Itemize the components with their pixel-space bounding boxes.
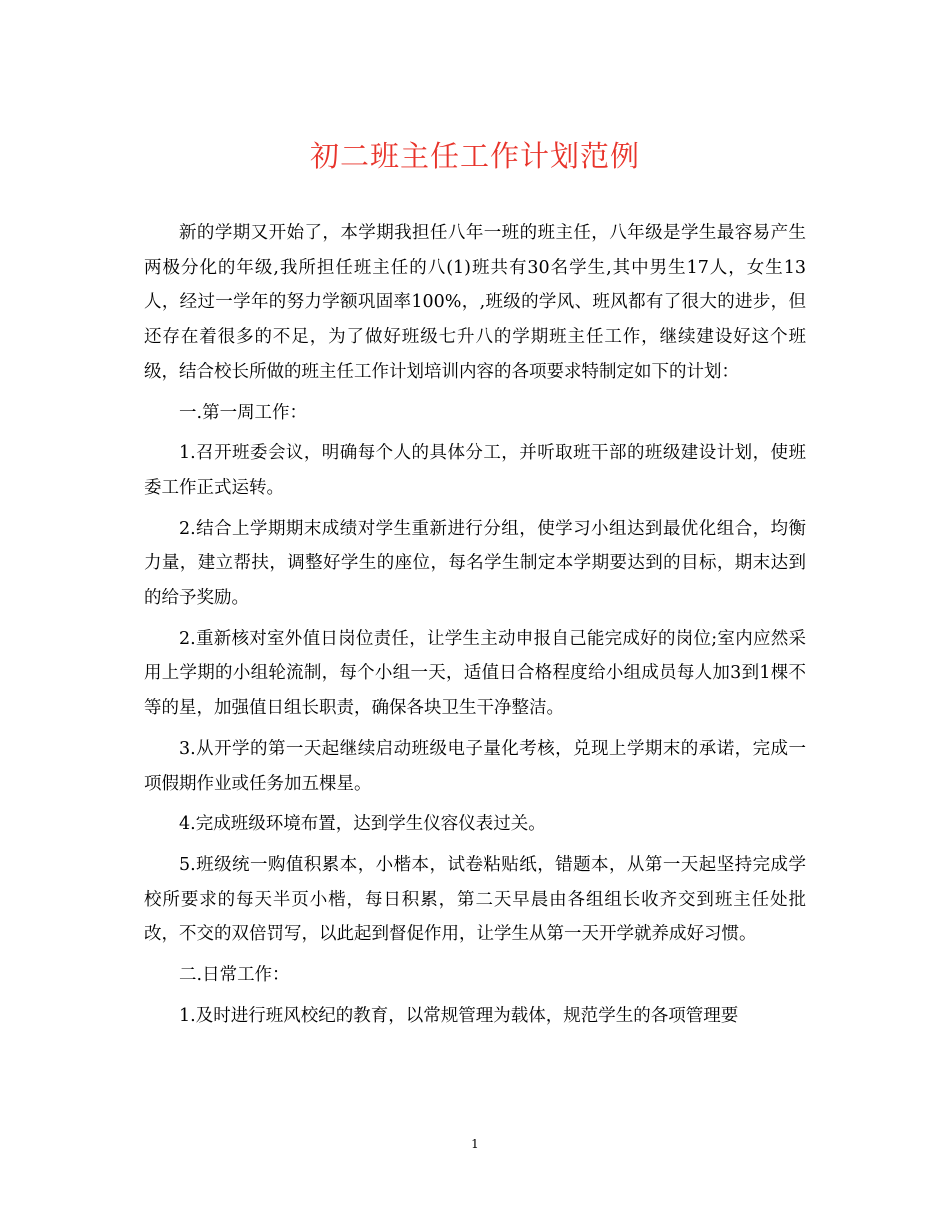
list-item: 4.完成班级环境布置，达到学生仪容仪表过关。 (179, 814, 546, 835)
page-number: 1 (471, 1137, 479, 1151)
list-item: 1.召开班委会议，明确每个人的具体分工，并听取班干部的班级建设计划，使班委工作正式运转。 (144, 443, 806, 498)
document-title: 初二班主任工作计划范例 (309, 139, 640, 173)
list-item: 1.及时进行班风校纪的教育，以常规管理为载体，规范学生的各项管理要 (179, 1005, 739, 1026)
section-heading-first-week: 一.第一周工作： (179, 402, 308, 423)
list-item: 2.重新核对室外值日岗位责任，让学生主动申报自己能完成好的岗位;室内应然采用上学期的小组轮流制，每个小组一天，适值日合格程度给小组成员每人加3到1棵不等的星，加强值日组长职责，确保各块卫生干净整洁。 (144, 628, 806, 719)
intro-paragraph: 新的学期又开始了，本学期我担任八年一班的班主任，八年级是学生最容易产生两极分化的年级,我所担任班主任的八(1)班共有30名学生,其中男生17人，女生13人，经过一学年的努力学额巩固率100%，,班级的学风、班风都有了很大的进步，但还存在着很多的不足，为了做好班级七升八的学期班主任工作，继续建设好这个班级，结合校长所做的班主任工作计划培训内容的各项要求特制定如下的计划： (144, 223, 806, 382)
document-body (144, 216, 806, 1039)
section-heading-daily-work: 二.日常工作： (179, 965, 290, 986)
list-item: 3.从开学的第一天起继续启动班级电子量化考核，兑现上学期末的承诺，完成一项假期作业或任务加五棵星。 (144, 738, 806, 794)
list-item: 5.班级统一购值积累本，小楷本，试卷粘贴纸，错题本，从第一天起坚持完成学校所要求的每天半页小楷，每日积累，第二天早晨由各组组长收齐交到班主任处批改，不交的双倍罚写，以此起到督促作用，让学生从第一天开学就养成好习惯。 (144, 854, 806, 945)
list-item: 2.结合上学期期末成绩对学生重新进行分组，使学习小组达到最优化组合，均衡力量，建立帮扶，调整好学生的座位，每名学生制定本学期要达到的目标，期末达到的给予奖励。 (144, 518, 806, 609)
